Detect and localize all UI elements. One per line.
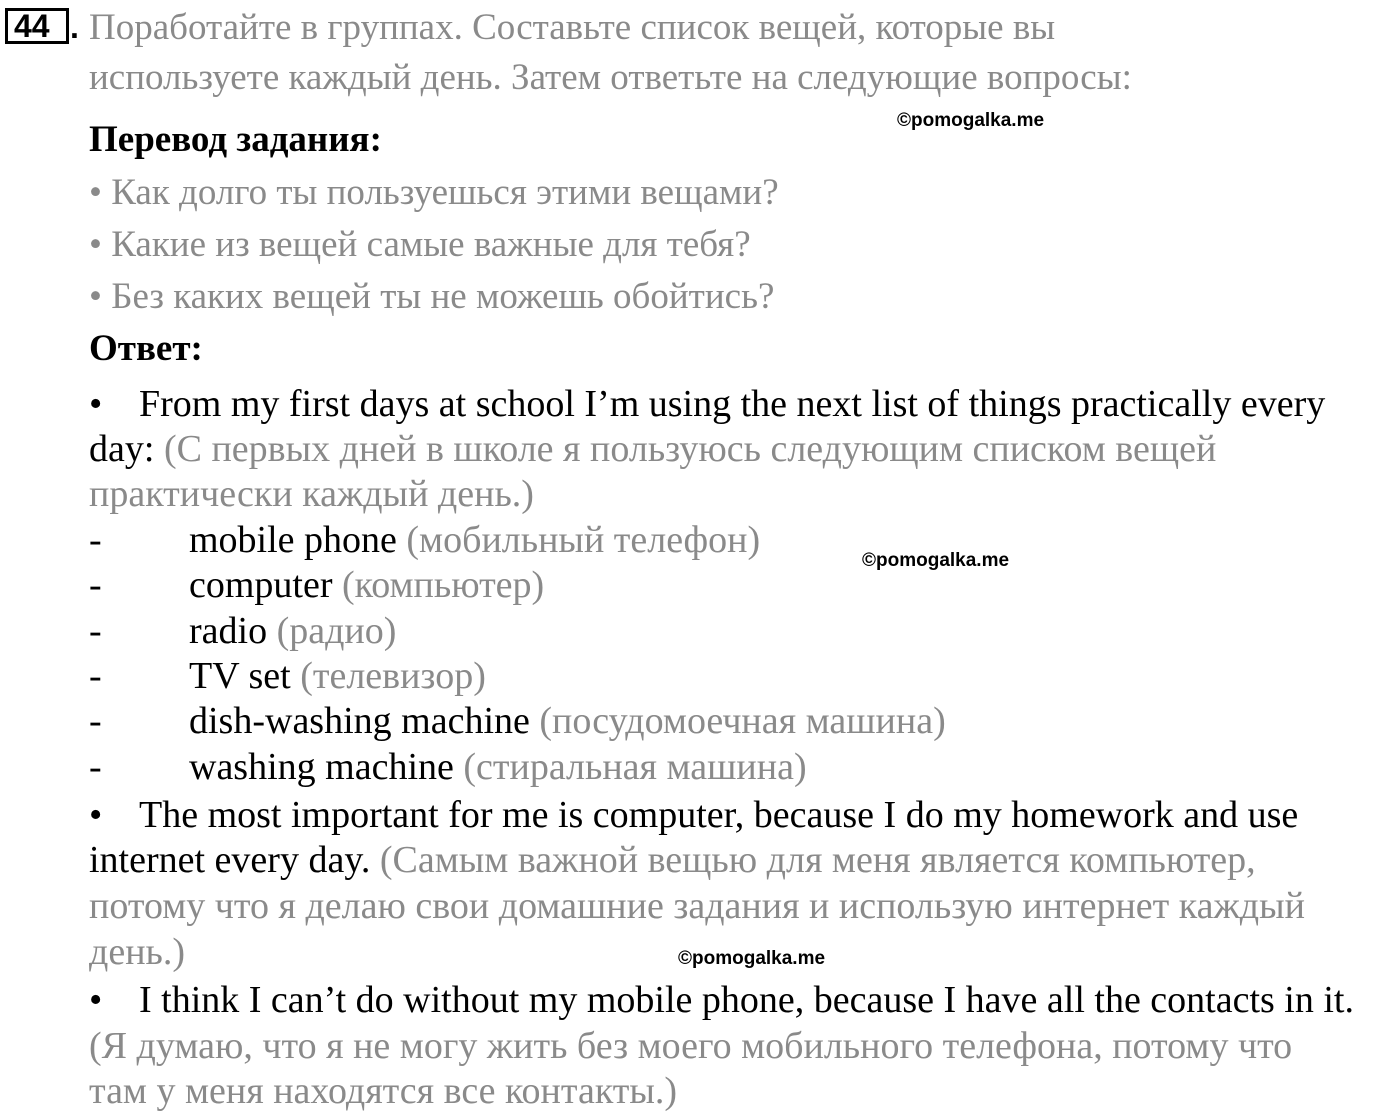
list-item-ru: (мобильный телефон) [396, 519, 761, 561]
task-number: 44 [14, 8, 50, 44]
answer-1-line-2 [89, 427, 1216, 472]
answer-1-line-2-en: day: [89, 428, 155, 470]
list-item-en: computer [189, 564, 333, 606]
task-text-line-2: используете каждый день. Затем ответьте на следующие вопросы: [89, 57, 1132, 98]
watermark: ©pomogalka.me [862, 550, 1010, 571]
task-number-dot: . [70, 9, 79, 45]
list-item [189, 699, 946, 744]
list-item-en: dish-washing machine [189, 700, 530, 742]
list-item-dash: - [89, 655, 102, 697]
list-item-dash: - [89, 700, 102, 742]
list-item-dash: - [89, 519, 102, 561]
list-item-en: mobile phone [189, 519, 397, 561]
answer-2-line-2 [89, 838, 1256, 883]
task-number-box [5, 8, 69, 44]
answer-1-bullet: • [89, 383, 103, 425]
list-item-ru: (радио) [267, 610, 397, 652]
answer-3-line-1: I think I can’t do without my mobile phone, because I have all the contacts in it. [139, 979, 1354, 1021]
list-item-ru: (компьютер) [332, 564, 545, 606]
answer-3-line-3: там у меня находятся все контакты.) [89, 1070, 678, 1112]
list-item [189, 654, 486, 699]
list-item [189, 518, 760, 563]
answer-2-line-4: день.) [89, 931, 186, 973]
list-item-ru: (телевизор) [290, 655, 486, 697]
translation-heading: Перевод задания: [89, 119, 382, 160]
list-item-ru: (стиральная машина) [453, 746, 807, 788]
answer-3-line-2: (Я думаю, что я не могу жить без моего мобильного телефона, потому что [89, 1025, 1293, 1067]
answer-heading: Ответ: [89, 328, 203, 369]
answer-2-line-3: потому что я делаю свои домашние задания и использую интернет каждый [89, 885, 1305, 927]
answer-1-line-3: практически каждый день.) [89, 473, 534, 515]
question-3: • Без каких вещей ты не можешь обойтись? [89, 276, 775, 317]
list-item [189, 609, 396, 654]
list-item-en: washing machine [189, 746, 454, 788]
answer-3-bullet: • [89, 979, 103, 1021]
watermark: ©pomogalka.me [897, 110, 1045, 131]
list-item [189, 745, 807, 790]
list-item-en: TV set [189, 655, 291, 697]
task-text-line-1: Поработайте в группах. Составьте список вещей, которые вы [89, 7, 1056, 48]
answer-2-line-2-ru: (Самым важной вещью для меня является компьютер, [370, 839, 1256, 881]
question-1: • Как долго ты пользуешься этими вещами? [89, 172, 779, 213]
question-2: • Какие из вещей самые важные для тебя? [89, 224, 751, 265]
list-item-ru: (посудомоечная машина) [529, 700, 946, 742]
list-item-dash: - [89, 564, 102, 606]
watermark: ©pomogalka.me [678, 948, 826, 969]
list-item-en: radio [189, 610, 268, 652]
answer-1-line-2-ru: (С первых дней в школе я пользуюсь следующим списком вещей [154, 428, 1217, 470]
list-item [189, 563, 544, 608]
answer-2-bullet: • [89, 794, 103, 836]
answer-1-line-1: From my first days at school I’m using the next list of things practically every [139, 383, 1326, 425]
list-item-dash: - [89, 610, 102, 652]
answer-2-line-2-en: internet every day. [89, 839, 371, 881]
answer-2-line-1: The most important for me is computer, because I do my homework and use [139, 794, 1299, 836]
list-item-dash: - [89, 746, 102, 788]
